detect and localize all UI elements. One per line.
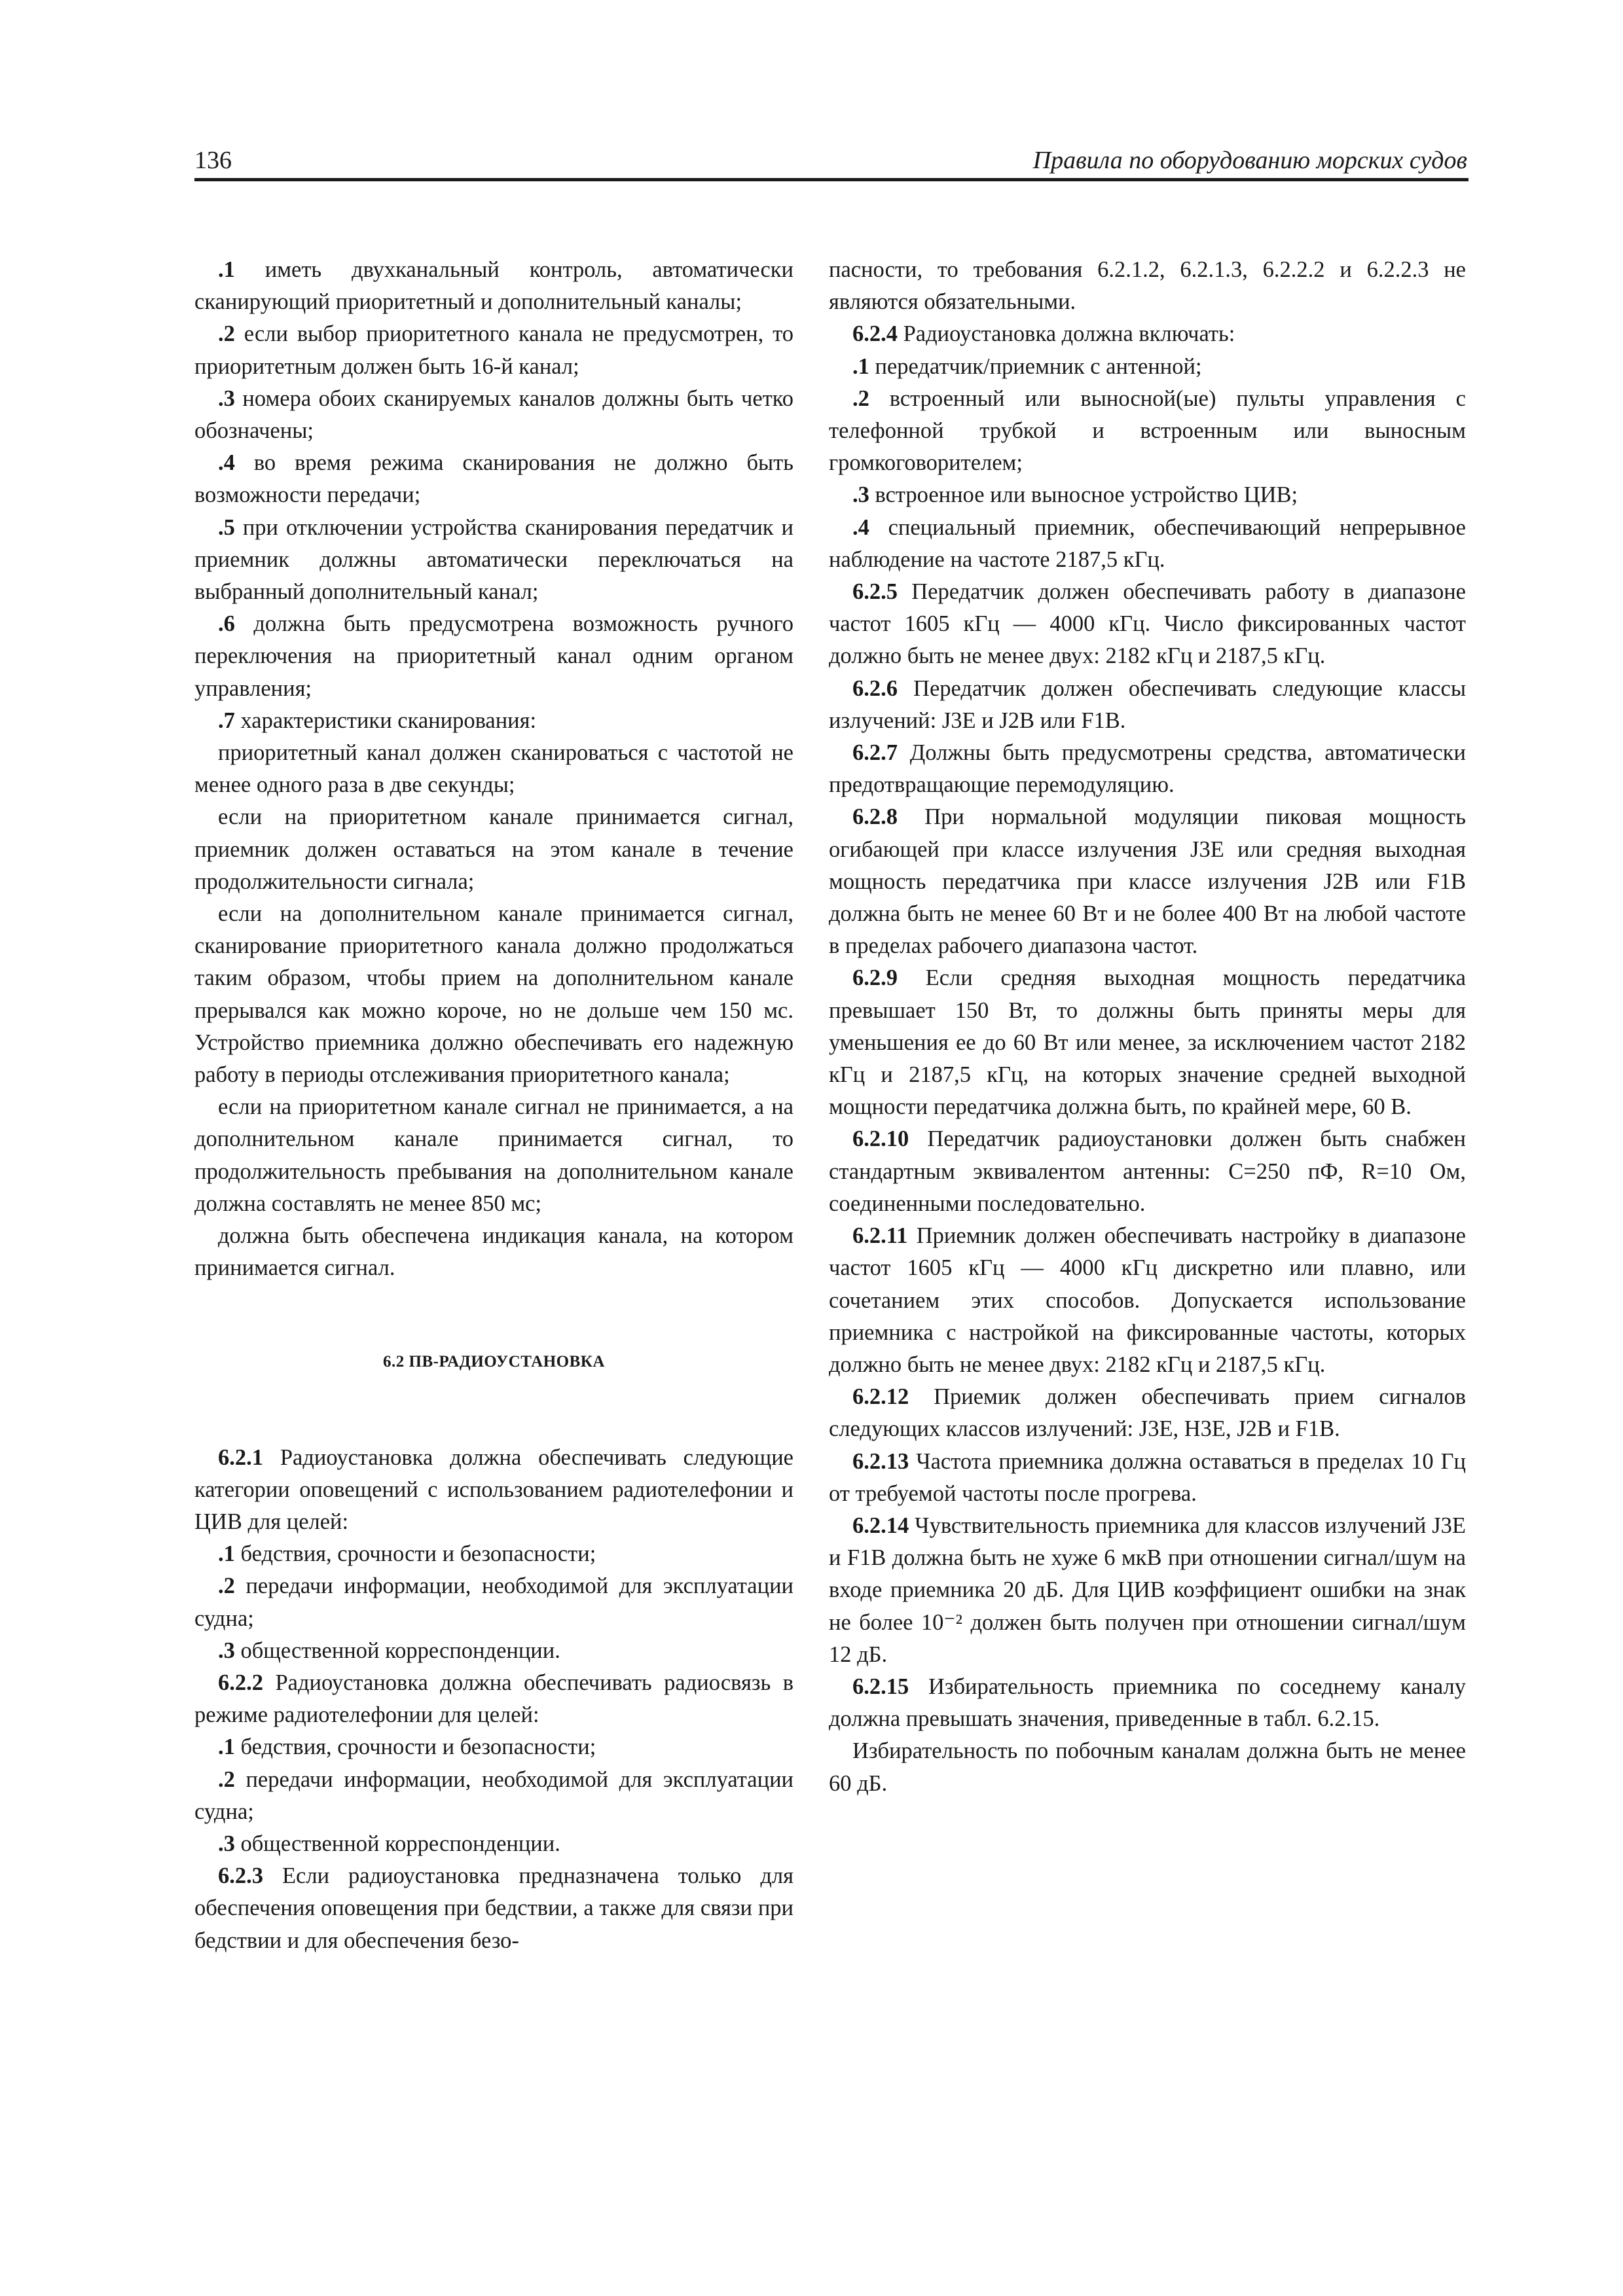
clause-number: .3: [218, 1638, 235, 1663]
clause-number: 6.2.5: [852, 579, 898, 605]
paragraph: [194, 447, 793, 511]
paragraph-text: встроенный или выносной(ые) пульты управления с телефонной трубкой и встроенным или выносным громкоговорителем;: [829, 386, 1466, 476]
paragraph: [829, 737, 1466, 801]
paragraph-text: Передатчик должен обеспечивать следующие классы излучений: J3E и J2B или F1B.: [829, 675, 1466, 733]
paragraph: [829, 383, 1466, 480]
paragraph-text: если на приоритетном канале принимается сигнал, приемник должен оставаться на этом канале в течение продолжительности сигнала;: [194, 804, 793, 894]
paragraph: [194, 1538, 793, 1570]
paragraph: [829, 1446, 1466, 1510]
clause-number: .4: [852, 514, 869, 540]
paragraph: [829, 1510, 1466, 1671]
running-title: Правила по оборудованию морских судов: [1032, 147, 1467, 174]
paragraph-text: Передатчик должен обеспечивать работу в диапазоне частот 1605 кГц — 4000 кГц. Число фиксированных частот должно быть не менее двух: 2182 кГц и 2187,5 кГц.: [829, 579, 1466, 669]
clause-number: 6.2.6: [852, 675, 898, 701]
paragraph: [194, 1091, 793, 1220]
paragraph: [194, 1860, 793, 1957]
paragraph-text: характеристики сканирования:: [234, 708, 537, 733]
paragraph: [194, 1828, 793, 1860]
paragraph-text: во время режима сканирования не должно быть возможности передачи;: [194, 450, 793, 508]
clause-number: 6.2.1: [218, 1444, 263, 1470]
clause-number: .1: [852, 353, 869, 379]
clause-number: 6.2.8: [852, 804, 898, 830]
clause-number: 6.2.3: [218, 1863, 263, 1889]
page-number: 136: [194, 147, 232, 174]
clause-number: .2: [218, 1573, 235, 1599]
paragraph: [829, 1220, 1466, 1381]
paragraph: [829, 1671, 1466, 1735]
paragraph: [194, 705, 793, 737]
paragraph: [194, 1442, 793, 1539]
paragraph-text: Радиоустановка должна обеспечивать следующие категории оповещений с использованием радиотелефонии и ЦИВ для целей:: [194, 1444, 793, 1534]
clause-number: 6.2.13: [852, 1448, 909, 1474]
clause-number: 6.2.12: [852, 1384, 909, 1410]
paragraph-text: общественной корреспонденции.: [234, 1831, 560, 1856]
paragraph-text: должна быть обеспечена индикация канала, на котором принимается сигнал.: [194, 1223, 793, 1281]
paragraph: [829, 351, 1466, 383]
clause-number: .5: [218, 514, 235, 540]
paragraph-text: встроенное или выносное устройство ЦИВ;: [869, 482, 1298, 508]
paragraph: [194, 898, 793, 1091]
paragraph: [829, 576, 1466, 673]
paragraph-text: Частота приемника должна оставаться в пределах 10 Гц от требуемой частоты после прогрева.: [829, 1448, 1466, 1506]
clause-number: 6.2.7: [852, 740, 898, 766]
paragraph: [829, 962, 1466, 1123]
paragraph: [829, 512, 1466, 576]
clause-number: 6.2.10: [852, 1126, 909, 1152]
clause-number: .2: [218, 1767, 235, 1792]
section-title: 6.2 ПВ-РАДИОУСТАНОВКА: [383, 1352, 605, 1371]
paragraph: [194, 512, 793, 609]
header-rule: [194, 178, 1468, 181]
paragraph-text: При нормальной модуляции пиковая мощность огибающей при классе излучения J3E или средняя выходная мощность передатчика при классе излучения J2B или F1B должна быть не менее 60 Вт и не более 400 Вт на любой частоте в пределах рабочего диапазона частот.: [829, 804, 1466, 959]
paragraph-text: бедствия, срочности и безопасности;: [234, 1541, 596, 1567]
clause-number: .1: [218, 1541, 235, 1567]
paragraph: [194, 1731, 793, 1763]
clause-number: .3: [852, 482, 869, 508]
paragraph: [194, 383, 793, 447]
clause-number: 6.2.4: [852, 321, 898, 347]
paragraph: [194, 1220, 793, 1284]
paragraph-text: если на дополнительном канале принимается сигнал, сканирование приоритетного канала должно продолжаться таким образом, чтобы прием на дополнительном канале прерывался как можно короче, но не дольше чем 150 мс. Устройство приемника должно обеспечивать его надежную работу в периоды отслеживания приоритетного канала;: [194, 901, 793, 1088]
paragraph: [829, 1735, 1466, 1799]
clause-number: 6.2.2: [218, 1670, 263, 1695]
clause-number: 6.2.9: [852, 965, 898, 991]
right-column: [829, 254, 1466, 1800]
paragraph: [194, 254, 793, 318]
clause-number: .3: [218, 1831, 235, 1856]
paragraph-text: Радиоустановка должна включать:: [898, 321, 1235, 347]
paragraph: [829, 1381, 1466, 1445]
page-header: [194, 144, 1467, 181]
paragraph: [194, 1667, 793, 1731]
paragraph: [829, 254, 1466, 318]
paragraph: [829, 479, 1466, 511]
paragraph: [829, 1123, 1466, 1220]
clause-number: .3: [218, 386, 235, 411]
paragraph-text: передачи информации, необходимой для эксплуатации судна;: [194, 1767, 793, 1824]
paragraph-text: при отключении устройства сканирования передатчик и приемник должны автоматически переключаться на выбранный дополнительный канал;: [194, 514, 793, 605]
paragraph: [829, 673, 1466, 737]
clause-number: .1: [218, 257, 235, 282]
paragraph-text: Избирательность приемника по соседнему каналу должна превышать значения, приведенные в табл. 6.2.15.: [829, 1674, 1466, 1732]
paragraph-text: Если средняя выходная мощность передатчика превышает 150 Вт, то должны быть приняты меры для уменьшения ее до 60 Вт или менее, за исключением частот 2182 кГц и 2187,5 кГц, на которых значение средней выходной мощности передатчика должна быть, по крайней мере, 60 В.: [829, 965, 1466, 1120]
paragraph: [194, 737, 793, 801]
paragraph: [194, 1764, 793, 1828]
paragraph-text: иметь двухканальный контроль, автоматически сканирующий приоритетный и дополнительный каналы;: [194, 257, 793, 315]
paragraph-text: Избирательность по побочным каналам должна быть не менее 60 дБ.: [829, 1738, 1466, 1796]
paragraph-text: Если радиоустановка предназначена только для обеспечения оповещения при бедствии, а также для связи при бедствии и для обеспечения безо-: [194, 1863, 793, 1953]
paragraph-text: Передатчик радиоустановки должен быть снабжен стандартным эквивалентом антенны: C=250 пФ, R=10 Ом, соединенными последовательно.: [829, 1126, 1466, 1216]
clause-number: 6.2.11: [852, 1223, 908, 1249]
clause-number: .4: [218, 450, 235, 476]
paragraph-text: передачи информации, необходимой для эксплуатации судна;: [194, 1573, 793, 1631]
clause-number: .1: [218, 1734, 235, 1760]
paragraph-text: Радиоустановка должна обеспечивать радиосвязь в режиме радиотелефонии для целей:: [194, 1670, 793, 1728]
paragraph-text: передатчик/приемник с антенной;: [869, 353, 1202, 379]
paragraph-text: должна быть предусмотрена возможность ручного переключения на приоритетный канал одним органом управления;: [194, 611, 793, 701]
paragraph-text: если на приоритетном канале сигнал не принимается, а на дополнительном канале принимается сигнал, то продолжительность пребывания на дополнительном канале должна составлять не менее 850 мс;: [194, 1094, 793, 1216]
paragraph-text: номера обоих сканируемых каналов должны быть четко обозначены;: [194, 386, 793, 444]
left-column: [194, 254, 793, 1957]
paragraph: [194, 318, 793, 382]
clause-number: .2: [852, 386, 869, 411]
paragraph-text: приоритетный канал должен сканироваться с частотой не менее одного раза в две секунды;: [194, 740, 793, 798]
clause-number: .2: [218, 321, 235, 347]
clause-number: 6.2.15: [852, 1674, 909, 1699]
paragraph: [194, 801, 793, 898]
paragraph-text: если выбор приоритетного канала не предусмотрен, то приоритетным должен быть 16-й канал;: [194, 321, 793, 379]
paragraph-text: пасности, то требования 6.2.1.2, 6.2.1.3, 6.2.2.2 и 6.2.2.3 не являются обязательными.: [829, 257, 1466, 315]
clause-number: 6.2.14: [852, 1513, 909, 1538]
paragraph: [829, 801, 1466, 962]
paragraph-text: Приемник должен обеспечивать настройку в диапазоне частот 1605 кГц — 4000 кГц дискретно или плавно, или сочетанием этих способов. Допускается использование приемника с настройкой на фиксированные частоты, которых должно быть не менее двух: 2182 кГц и 2187,5 кГц.: [829, 1223, 1466, 1377]
paragraph: [194, 1570, 793, 1634]
paragraph: [829, 318, 1466, 350]
paragraph-text: бедствия, срочности и безопасности;: [234, 1734, 596, 1760]
clause-number: .7: [218, 708, 235, 733]
paragraph-text: Чувствительность приемника для классов излучений J3E и F1B должна быть не хуже 6 мкВ при отношении сигнал/шум на входе приемника 20 дБ. Для ЦИВ коэффициент ошибки на знак не более 10⁻² должен быть получен при отношении сигнал/шум 12 дБ.: [829, 1513, 1466, 1667]
paragraph-text: общественной корреспонденции.: [234, 1638, 560, 1663]
paragraph: [194, 608, 793, 705]
paragraph: [194, 1635, 793, 1667]
paragraph-text: специальный приемник, обеспечивающий непрерывное наблюдение на частоте 2187,5 кГц.: [829, 514, 1466, 572]
clause-number: .6: [218, 611, 235, 637]
paragraph-text: Должны быть предусмотрены средства, автоматически предотвращающие перемодуляцию.: [829, 740, 1466, 798]
paragraph-text: Приемик должен обеспечивать прием сигналов следующих классов излучений: J3E, H3E, J2B и F1B.: [829, 1384, 1466, 1442]
